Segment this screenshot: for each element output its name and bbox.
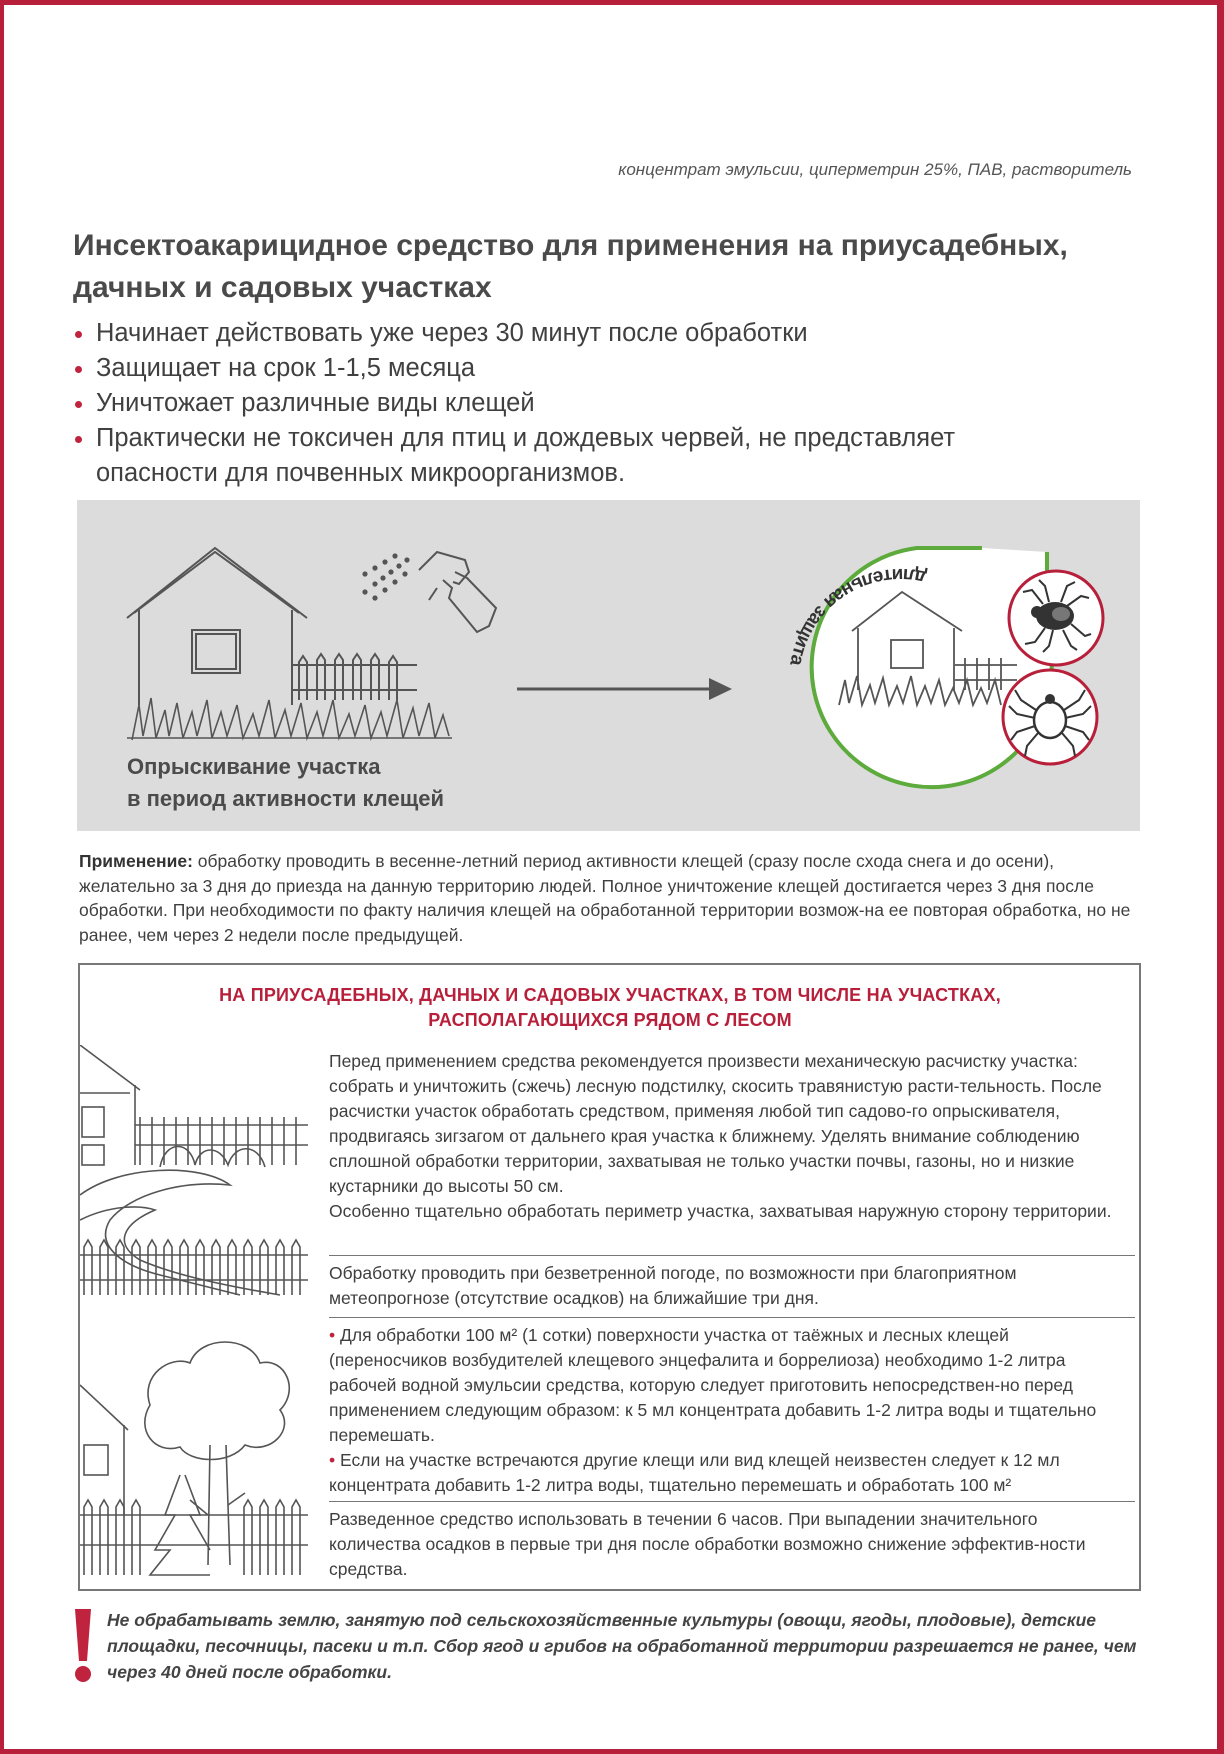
- warning-text: Не обрабатывать землю, занятую под сельскохозяйственные культуры (овощи, ягоды, плодовые), детские площадки, песочницы, пасеки и т.п. Сбор ягод и грибов на обработанной территории разрешается не ранее, чем через 40 дней после обработки.: [107, 1610, 1137, 1682]
- page-title: Инсектоакарицидное средство для применения на приусадебных, дачных и садовых участках: [73, 229, 1068, 304]
- benefit-item: Практически не токсичен для птиц и дождевых червей, не представляет опасности для почвенных микроорганизмов.: [73, 421, 1073, 491]
- instructions-box: [78, 963, 1141, 1591]
- benefit-item: Начинает действовать уже через 30 минут после обработки: [73, 316, 1073, 351]
- bullet-dot: •: [329, 1325, 336, 1345]
- caption-line: в период активности клещей: [127, 786, 445, 811]
- bottom-house-illustration: [80, 1342, 308, 1575]
- shelf-life-note: Разведенное средство использовать в течении 6 часов. При выпадении значительного количества осадков в первые три дня после обработки возможно снижение эффектив-ности средства.: [329, 1509, 1086, 1579]
- box-title: [120, 983, 1100, 1033]
- composition-line: концентрат эмульсии, циперметрин 25%, ПАВ, растворитель: [618, 160, 1132, 179]
- arrow-icon: [517, 678, 732, 700]
- dosage-item: [329, 1323, 1129, 1448]
- benefit-item: Уничтожает различные виды клещей: [73, 386, 1073, 421]
- divider: [329, 1317, 1135, 1318]
- preparation-paragraph: Перед применением средства рекомендуется произвести механическую расчистку участка: собрать и уничтожить (сжечь) лесную подстилку, скосить травянистую расти-тельность. После расчистки участок обработать средством, применяя любой тип садово-го опрыскивателя, продвигаясь зигзагом от дальнего края участка к ближнему. Уделять внимание соблюдению сплошной обработки территории, захватывая не только участки почвы, газоны, но и низкие кустарники до высоты 50 см.: [329, 1051, 1102, 1196]
- weather-note: Обработку проводить при безветренной погоде, по возможности при благоприятном метеопрогнозе (отсутствие осадков) на ближайшие три дня.: [329, 1263, 1017, 1308]
- top-house-illustration: [80, 1045, 308, 1295]
- usage-text: обработку проводить в весенне-летний период активности клещей (сразу после схода снега и до осени), желательно за 3 дня до приезда на данную территорию людей. Полное уничтожение клещей достигается через 3 дня после обработки. При необходимости по факту наличия клещей на обработанной территории возмож-на ее повторая обработка, но не ранее, чем через 2 недели после предыдущей.: [79, 851, 1131, 945]
- preparation-text: [329, 1049, 1129, 1224]
- usage-paragraph: [79, 849, 1139, 947]
- benefit-item: Защищает на срок 1-1,5 месяца: [73, 351, 1073, 386]
- box-title-line: НА ПРИУСАДЕБНЫХ, ДАЧНЫХ И САДОВЫХ УЧАСТКАХ, В ТОМ ЧИСЛЕ НА УЧАСТКАХ,: [219, 985, 1001, 1005]
- house-illustration: [127, 548, 307, 705]
- garden-illustration: [80, 1045, 320, 1585]
- usage-label: Применение:: [79, 851, 193, 871]
- fence-illustration: [293, 654, 417, 700]
- divider: [329, 1501, 1135, 1502]
- exclamation-icon: [72, 1609, 94, 1685]
- picket-fence-illustration: [80, 1240, 308, 1295]
- bullet-dot: •: [329, 1450, 336, 1470]
- dosage-text: [329, 1323, 1129, 1498]
- dosage-item: [329, 1448, 1129, 1498]
- perimeter-paragraph: Особенно тщательно обработать периметр участка, захватывая наружную сторону территории.: [329, 1201, 1112, 1221]
- spray-bottle-icon: [363, 552, 496, 632]
- caption-line: Опрыскивание участка: [127, 754, 381, 779]
- box-title-line: РАСПОЛАГАЮЩИХСЯ РЯДОМ С ЛЕСОМ: [428, 1010, 792, 1030]
- banner-caption: [127, 751, 444, 815]
- divider: [329, 1255, 1135, 1256]
- tick-icon: [1009, 571, 1103, 665]
- benefits-list: [73, 316, 1073, 491]
- grass-illustration: [127, 698, 452, 740]
- process-banner: [77, 500, 1140, 831]
- mite-icon: [1003, 670, 1097, 764]
- dosage-item-text: Если на участке встречаются другие клещи или вид клещей неизвестен следует к 12 мл концентрата добавить 1-2 литра воды, тщательно перемешать и обработать 100 м²: [329, 1450, 1060, 1495]
- arc-label: длительная защита: [785, 563, 929, 668]
- dosage-item-text: Для обработки 100 м² (1 сотки) поверхности участка от таёжных и лесных клещей (переносчиков возбудителей клещевого энцефалита и боррелиоза) необходимо 1-2 литра рабочей водной эмульсии средства, которую следует приготовить непосредствен-но перед применением следующим образом: к 5 мл концентрата добавить 1-2 литра воды и тщательно перемешать.: [329, 1325, 1097, 1445]
